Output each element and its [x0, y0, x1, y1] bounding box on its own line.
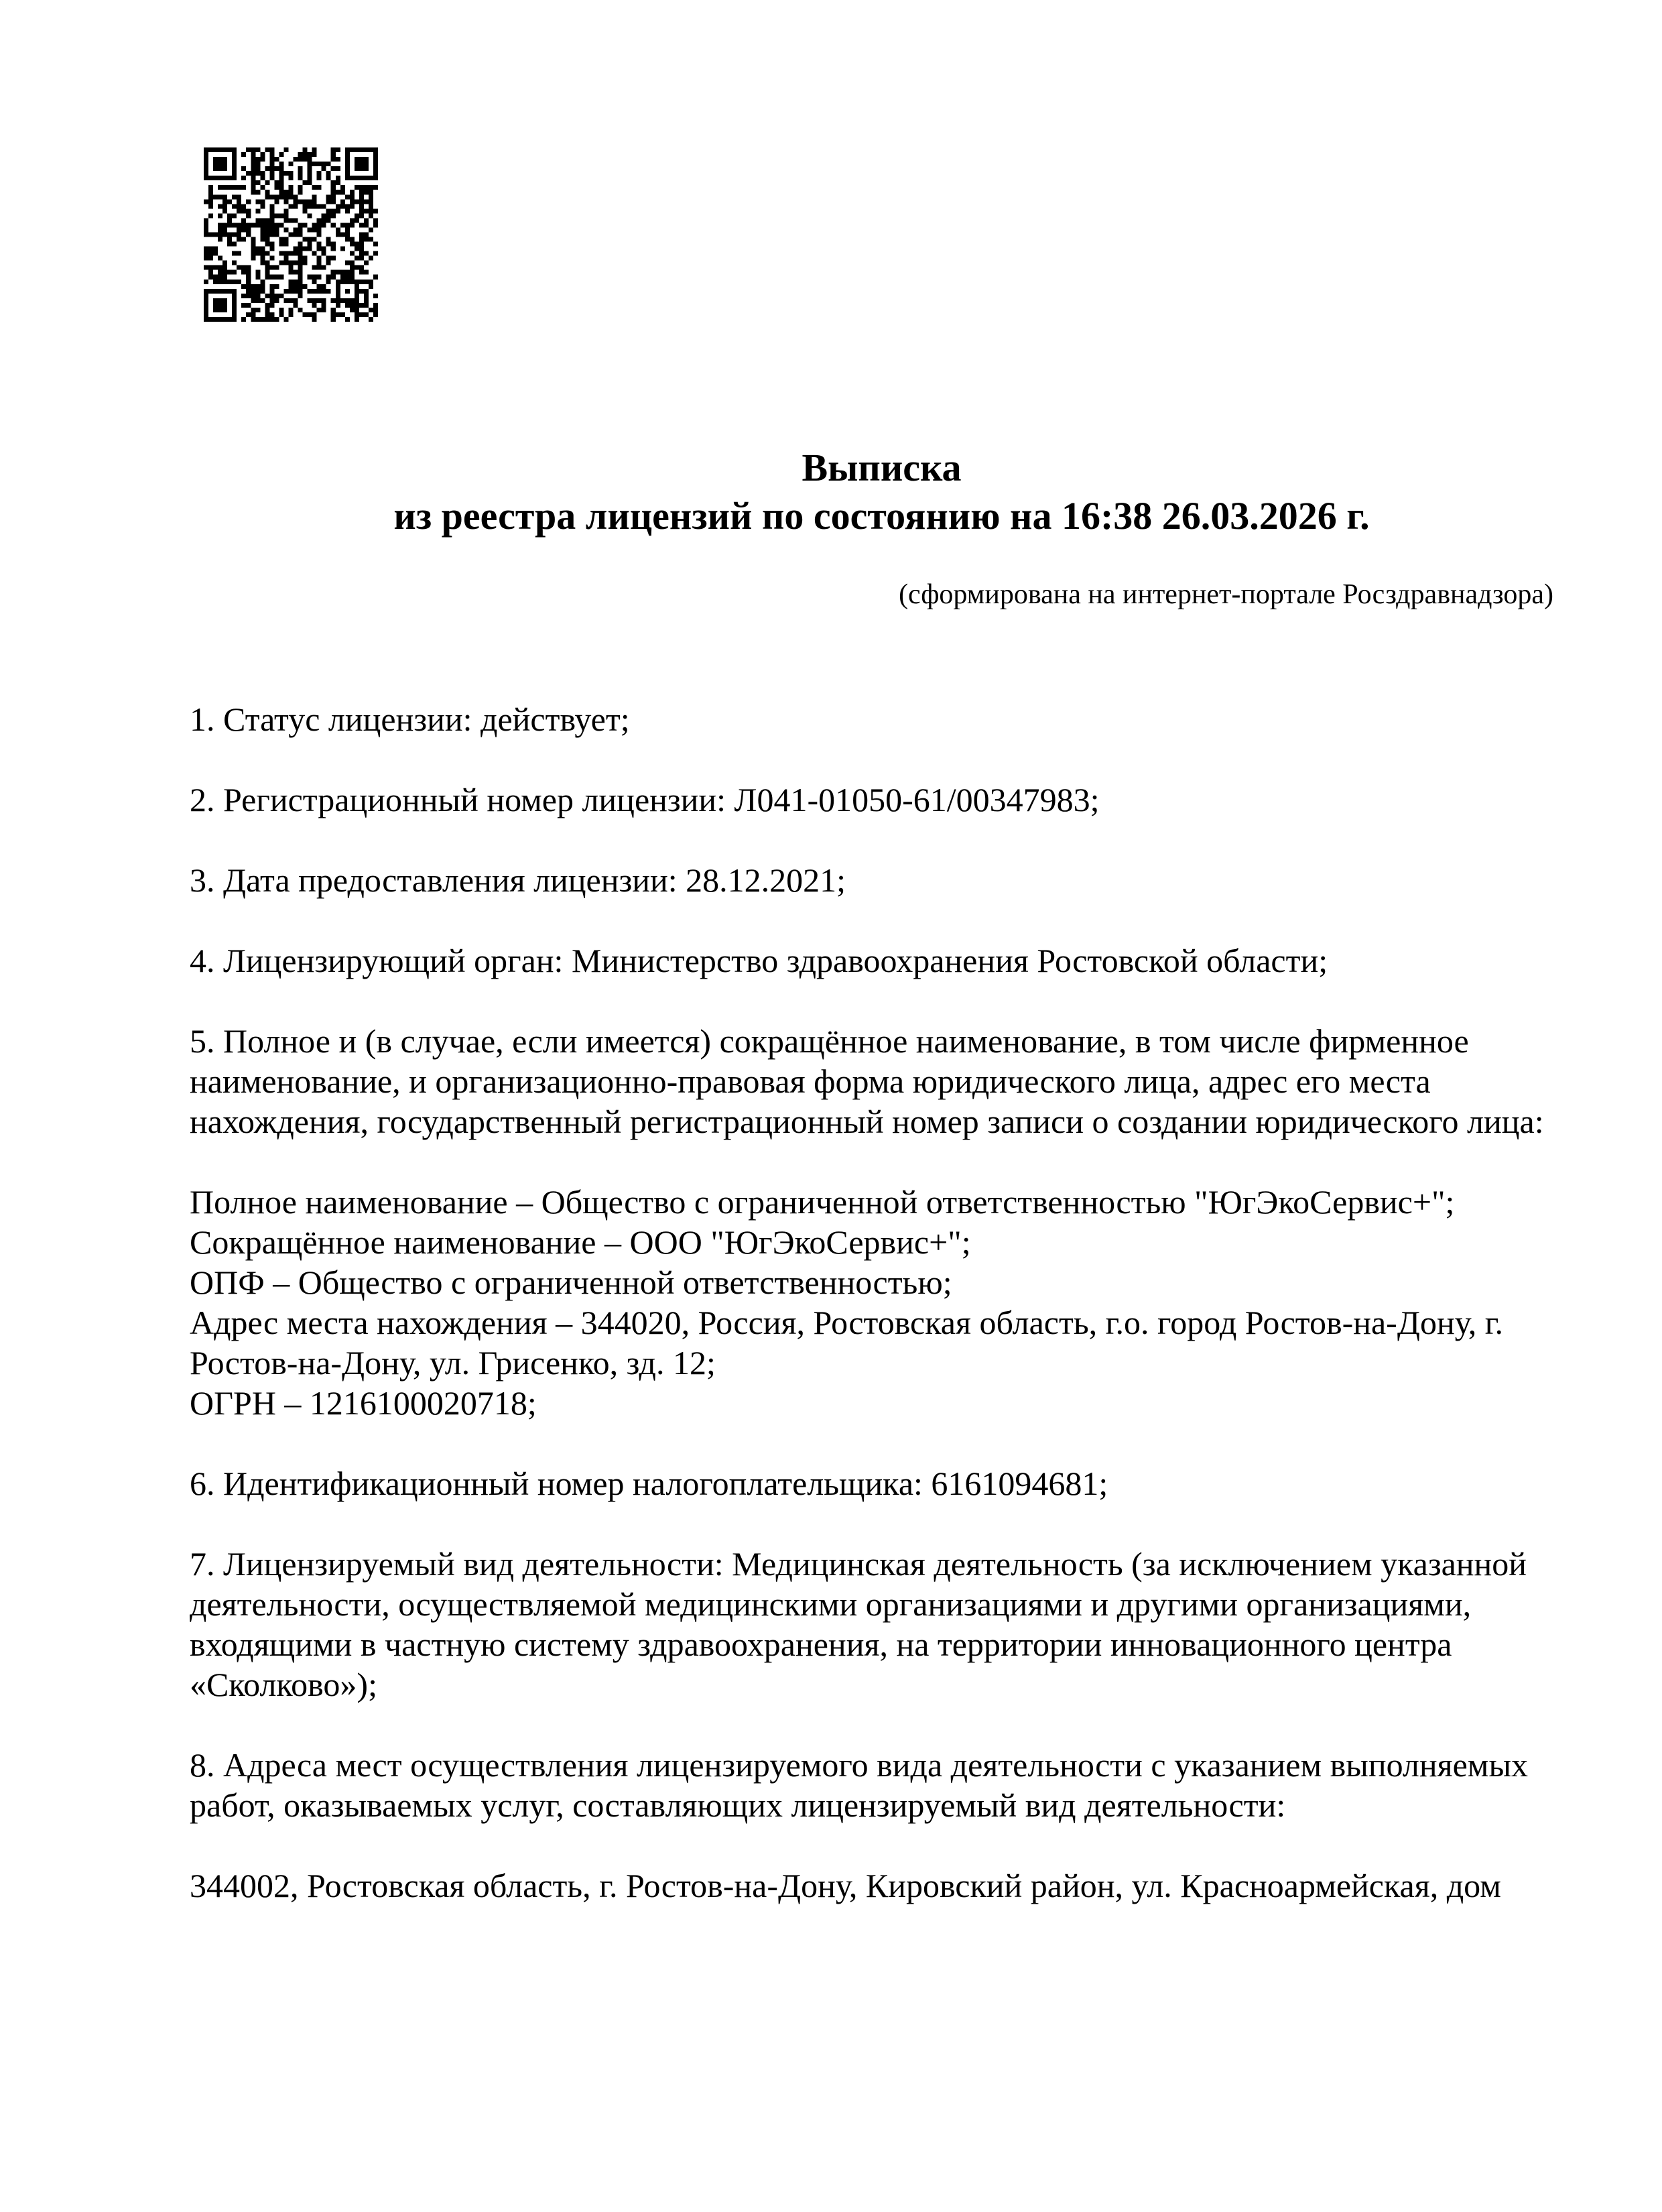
item-1-license-status [190, 699, 1604, 739]
qr-code-icon [204, 147, 378, 322]
title-line-1: Выписка [802, 446, 962, 489]
item-3-grant-date [190, 860, 1604, 900]
item-8-activity-addresses-heading-line: 8. Адреса мест осуществления лицензируемого вида деятельности с указанием выполняемых [190, 1746, 1529, 1784]
item-8-activity-addresses-heading [190, 1745, 1604, 1825]
title-line-2: из реестра лицензий по состоянию на 16:38 26.03.2026 г. [393, 494, 1370, 538]
item-3-grant-date-line: 3. Дата предоставления лицензии: 28.12.2021; [190, 861, 846, 899]
organization-details-line: ОПФ – Общество с ограниченной ответственностью; [190, 1264, 952, 1301]
item-7-licensed-activity-line: деятельности, осуществляемой медицинскими организациями и другими организациями, [190, 1585, 1472, 1623]
document-subtitle: (сформирована на интернет-портале Росздравнадзора) [899, 579, 1553, 610]
document-title [190, 444, 1574, 540]
activity-address [190, 1865, 1604, 1906]
item-6-taxpayer-number [190, 1463, 1604, 1503]
organization-details-line: Адрес места нахождения – 344020, Россия, Ростовская область, г.о. город Ростов-на-Дону, г. [190, 1304, 1504, 1341]
organization-details [190, 1182, 1604, 1423]
organization-details-line: Сокращённое наименование – ООО "ЮгЭкоСервис+"; [190, 1223, 971, 1261]
document-body [190, 699, 1604, 1906]
item-5-name-heading-line: нахождения, государственный регистрационный номер записи о создании юридического лица: [190, 1103, 1544, 1140]
item-5-name-heading-line: наименование, и организационно-правовая форма юридического лица, адрес его места [190, 1062, 1431, 1100]
item-2-registration-number [190, 780, 1604, 820]
organization-details-line: Полное наименование – Общество с ограниченной ответственностью "ЮгЭкоСервис+"; [190, 1183, 1455, 1221]
activity-address-line: 344002, Ростовская область, г. Ростов-на-Дону, Кировский район, ул. Красноармейская, дом [190, 1867, 1501, 1904]
item-4-licensing-authority-line: 4. Лицензирующий орган: Министерство здравоохранения Ростовской области; [190, 942, 1328, 979]
item-8-activity-addresses-heading-line: работ, оказываемых услуг, составляющих лицензируемый вид деятельности: [190, 1786, 1286, 1824]
item-1-license-status-line: 1. Статус лицензии: действует; [190, 700, 630, 738]
item-2-registration-number-line: 2. Регистрационный номер лицензии: Л041-01050-61/00347983; [190, 781, 1100, 818]
organization-details-line: Ростов-на-Дону, ул. Грисенко, зд. 12; [190, 1344, 716, 1381]
item-7-licensed-activity-line: «Сколково»); [190, 1666, 377, 1703]
item-5-name-heading-line: 5. Полное и (в случае, если имеется) сокращённое наименование, в том числе фирменное [190, 1022, 1469, 1060]
item-6-taxpayer-number-line: 6. Идентификационный номер налогоплательщика: 6161094681; [190, 1465, 1108, 1502]
organization-details-line: ОГРН – 1216100020718; [190, 1384, 537, 1422]
item-7-licensed-activity [190, 1544, 1604, 1705]
item-7-licensed-activity-line: 7. Лицензируемый вид деятельности: Медицинская деятельность (за исключением указанной [190, 1545, 1527, 1583]
item-5-name-heading [190, 1021, 1604, 1142]
item-4-licensing-authority [190, 940, 1604, 981]
item-7-licensed-activity-line: входящими в частную систему здравоохранения, на территории инновационного центра [190, 1625, 1452, 1663]
